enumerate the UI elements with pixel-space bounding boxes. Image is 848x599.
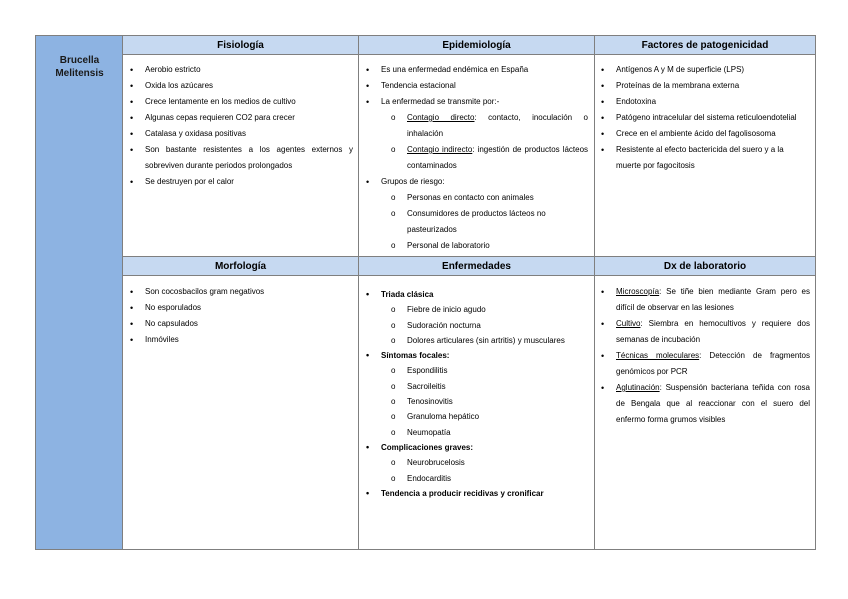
- list-item: o Neumopatía: [364, 425, 588, 440]
- list-item: [599, 348, 810, 380]
- cell-fisiologia: [128, 62, 353, 190]
- list-item: o Neurobrucelosis: [364, 455, 588, 470]
- brucella-table: [35, 35, 816, 550]
- header-dx: Dx de laboratorio: [595, 256, 815, 276]
- list-item: • Resistente al efecto bactericida del suero y a la muerte por fagocitosis: [599, 142, 810, 174]
- list-item: • Tendencia a producir recidivas y cronificar: [364, 486, 588, 501]
- term: Cultivo: [616, 319, 641, 328]
- list-item: • Inmóviles: [128, 332, 353, 348]
- cell-dx: [599, 284, 810, 428]
- list-item: • Es una enfermedad endémica en España: [364, 62, 588, 78]
- term-text: : Detección de fragmentos genómicos por PCR: [616, 351, 810, 376]
- header-factores: Factores de patogenicidad: [595, 36, 815, 55]
- term: Microscopía: [616, 287, 660, 296]
- list-item: [364, 142, 588, 174]
- term: Contagio directo: [407, 113, 475, 122]
- list-item: • Antígenos A y M de superficie (LPS): [599, 62, 810, 78]
- list-item: • Algunas cepas requieren CO2 para crecer: [128, 110, 353, 126]
- list-item: • Proteínas de la membrana externa: [599, 78, 810, 94]
- grid-line: [594, 36, 595, 549]
- list-item: • Grupos de riesgo:: [364, 174, 588, 190]
- list-item: • No capsulados: [128, 316, 353, 332]
- list-item: o Personal de laboratorio: [364, 238, 588, 254]
- organism-name-line2: Melitensis: [55, 68, 104, 79]
- grid-line: [358, 36, 359, 549]
- organism-name: [36, 54, 123, 80]
- list-item: • Son cocosbacilos gram negativos: [128, 284, 353, 300]
- term-text: : contacto, inoculación o inhalación: [407, 113, 588, 138]
- list-item: • Oxida los azúcares: [128, 78, 353, 94]
- list-item: • Crece lentamente en los medios de cultivo: [128, 94, 353, 110]
- list-item: • Son bastante resistentes a los agentes externos y sobreviven durante periodos prolongados: [128, 142, 353, 174]
- term: Aglutinación: [616, 383, 660, 392]
- list-item: o Granuloma hepático: [364, 409, 588, 424]
- list-item: • Se destruyen por el calor: [128, 174, 353, 190]
- header-morfologia: Morfología: [123, 256, 358, 276]
- list-item: o Sudoración nocturna: [364, 318, 588, 333]
- term-text: : ingestión de productos lácteos contaminados: [407, 145, 589, 170]
- term-text: : Siembra en hemocultivos y requiere dos semanas de incubación: [616, 319, 810, 344]
- list-item: o Sacroileitis: [364, 379, 588, 394]
- list-item: • No esporulados: [128, 300, 353, 316]
- list-item: [599, 380, 810, 428]
- term: Contagio indirecto: [407, 145, 473, 154]
- list-item: • Complicaciones graves:: [364, 440, 588, 455]
- cell-factores: [599, 62, 810, 174]
- term-text: : Suspensión bacteriana teñida con rosa de Bengala que al reaccionar con el suero del enfermo forma grumos visibles: [616, 383, 810, 424]
- list-item: [364, 110, 588, 142]
- header-enfermedades: Enfermedades: [359, 256, 594, 276]
- list-item: o Personas en contacto con animales: [364, 190, 588, 206]
- list-item: • La enfermedad se transmite por:-: [364, 94, 588, 110]
- list-item: • Síntomas focales:: [364, 348, 588, 363]
- list-item: o Consumidores de productos lácteos no pasteurizados: [364, 206, 588, 238]
- list-item: • Aerobio estricto: [128, 62, 353, 78]
- list-item: o Endocarditis: [364, 471, 588, 486]
- list-item: • Endotoxina: [599, 94, 810, 110]
- cell-morfologia: [128, 284, 353, 348]
- list-item: • Triada clásica: [364, 287, 588, 302]
- organism-name-line1: Brucella: [59, 55, 100, 66]
- list-item: o Espondilitis: [364, 363, 588, 378]
- list-item: • Tendencia estacional: [364, 78, 588, 94]
- term: Técnicas moleculares: [616, 351, 700, 360]
- list-item: • Crece en el ambiente ácido del fagolisosoma: [599, 126, 810, 142]
- cell-epidemiologia: [364, 62, 588, 254]
- term-text: : Se tiñe bien mediante Gram pero es difícil de observar en las lesiones: [616, 287, 810, 312]
- row-header: [36, 36, 123, 549]
- cell-enfermedades: [364, 287, 588, 501]
- list-item: o Fiebre de inicio agudo: [364, 302, 588, 317]
- list-item: [599, 284, 810, 316]
- header-epidemiologia: Epidemiología: [359, 36, 594, 55]
- list-item: o Tenosinovitis: [364, 394, 588, 409]
- header-fisiologia: Fisiología: [123, 36, 358, 55]
- list-item: o Dolores articulares (sin artritis) y musculares: [364, 333, 588, 348]
- list-item: • Patógeno intracelular del sistema reticuloendotelial: [599, 110, 810, 126]
- list-item: [599, 316, 810, 348]
- list-item: • Catalasa y oxidasa positivas: [128, 126, 353, 142]
